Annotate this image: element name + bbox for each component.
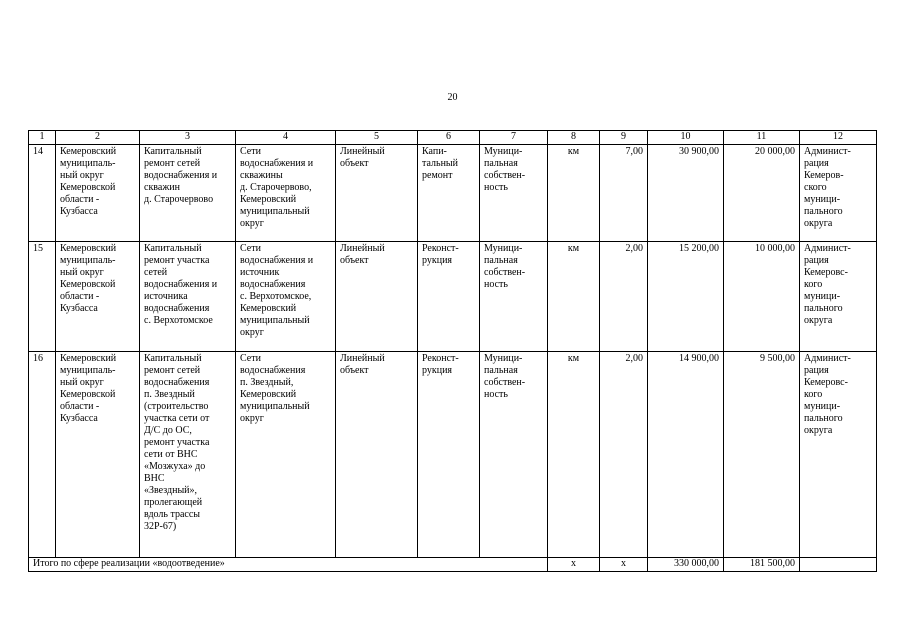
length-cell: 7,00: [600, 145, 648, 242]
responsible-cell: Админист- рация Кемеровс- кого муници- пального округа: [800, 242, 877, 352]
total-length-cell: х: [600, 558, 648, 572]
property-cell: Муници- пальная собствен- ность: [480, 145, 548, 242]
object-type-cell: Линейный объект: [336, 242, 418, 352]
total-cost-cell: 30 900,00: [648, 145, 724, 242]
column-number: 2: [56, 131, 140, 145]
column-number: 4: [236, 131, 336, 145]
work-description-cell: Капитальный ремонт сетей водоснабжения и скважин д. Старочервово: [140, 145, 236, 242]
budget-cost-cell: 10 000,00: [724, 242, 800, 352]
page-number: 20: [447, 92, 458, 103]
column-number: 8: [548, 131, 600, 145]
unit-cell: км: [548, 145, 600, 242]
length-cell: 2,00: [600, 242, 648, 352]
column-number-row: [29, 131, 877, 145]
work-kind-cell: Капи- тальный ремонт: [418, 145, 480, 242]
column-number: 10: [648, 131, 724, 145]
responsible-cell: Админист- рация Кемеровс- кого муници- пального округа: [800, 352, 877, 558]
table-row: [29, 145, 877, 242]
column-number: 7: [480, 131, 548, 145]
row-number: 15: [29, 242, 56, 352]
object-cell: Сети водоснабжения п. Звездный, Кемеровский муниципальный округ: [236, 352, 336, 558]
owner-cell: Кемеровский муниципаль- ный округ Кемеровской области - Кузбасса: [56, 145, 140, 242]
object-type-cell: Линейный объект: [336, 352, 418, 558]
length-cell: 2,00: [600, 352, 648, 558]
property-cell: Муници- пальная собствен- ность: [480, 242, 548, 352]
total-cost-cell: 14 900,00: [648, 352, 724, 558]
object-type-cell: Линейный объект: [336, 145, 418, 242]
investment-program-table: [28, 130, 877, 572]
column-number: 3: [140, 131, 236, 145]
work-description-cell: Капитальный ремонт участка сетей водоснабжения и источника водоснабжения с. Верхотомское: [140, 242, 236, 352]
column-number: 6: [418, 131, 480, 145]
total-unit-cell: х: [548, 558, 600, 572]
unit-cell: км: [548, 242, 600, 352]
owner-cell: Кемеровский муниципаль- ный округ Кемеровской области - Кузбасса: [56, 352, 140, 558]
work-description-cell: Капитальный ремонт сетей водоснабжения п. Звездный (строительство участка сети от Д/С до ОС, ремонт участка сети от ВНС «Мозжуха» до ВНС «Звездный», пролегающей вдоль трассы 32Р-67): [140, 352, 236, 558]
owner-cell: Кемеровский муниципаль- ный округ Кемеровской области - Кузбасса: [56, 242, 140, 352]
column-number: 11: [724, 131, 800, 145]
table-row: [29, 352, 877, 558]
work-kind-cell: Реконст- рукция: [418, 242, 480, 352]
total-label: Итого по сфере реализации «водоотведение»: [29, 558, 548, 572]
column-number: 9: [600, 131, 648, 145]
object-cell: Сети водоснабжения и скважины д. Старочервово, Кемеровский муниципальный округ: [236, 145, 336, 242]
unit-cell: км: [548, 352, 600, 558]
column-number: 5: [336, 131, 418, 145]
column-number: 1: [29, 131, 56, 145]
budget-cost-cell: 9 500,00: [724, 352, 800, 558]
grand-budget-cost-cell: 181 500,00: [724, 558, 800, 572]
total-responsible-cell: [800, 558, 877, 572]
row-number: 16: [29, 352, 56, 558]
work-kind-cell: Реконст- рукция: [418, 352, 480, 558]
budget-cost-cell: 20 000,00: [724, 145, 800, 242]
table-row: [29, 242, 877, 352]
property-cell: Муници- пальная собствен- ность: [480, 352, 548, 558]
responsible-cell: Админист- рация Кемеров- ского муници- пального округа: [800, 145, 877, 242]
row-number: 14: [29, 145, 56, 242]
column-number: 12: [800, 131, 877, 145]
total-row: [29, 558, 877, 572]
total-cost-cell: 15 200,00: [648, 242, 724, 352]
grand-total-cost-cell: 330 000,00: [648, 558, 724, 572]
object-cell: Сети водоснабжения и источник водоснабжения с. Верхотомское, Кемеровский муниципальный округ: [236, 242, 336, 352]
